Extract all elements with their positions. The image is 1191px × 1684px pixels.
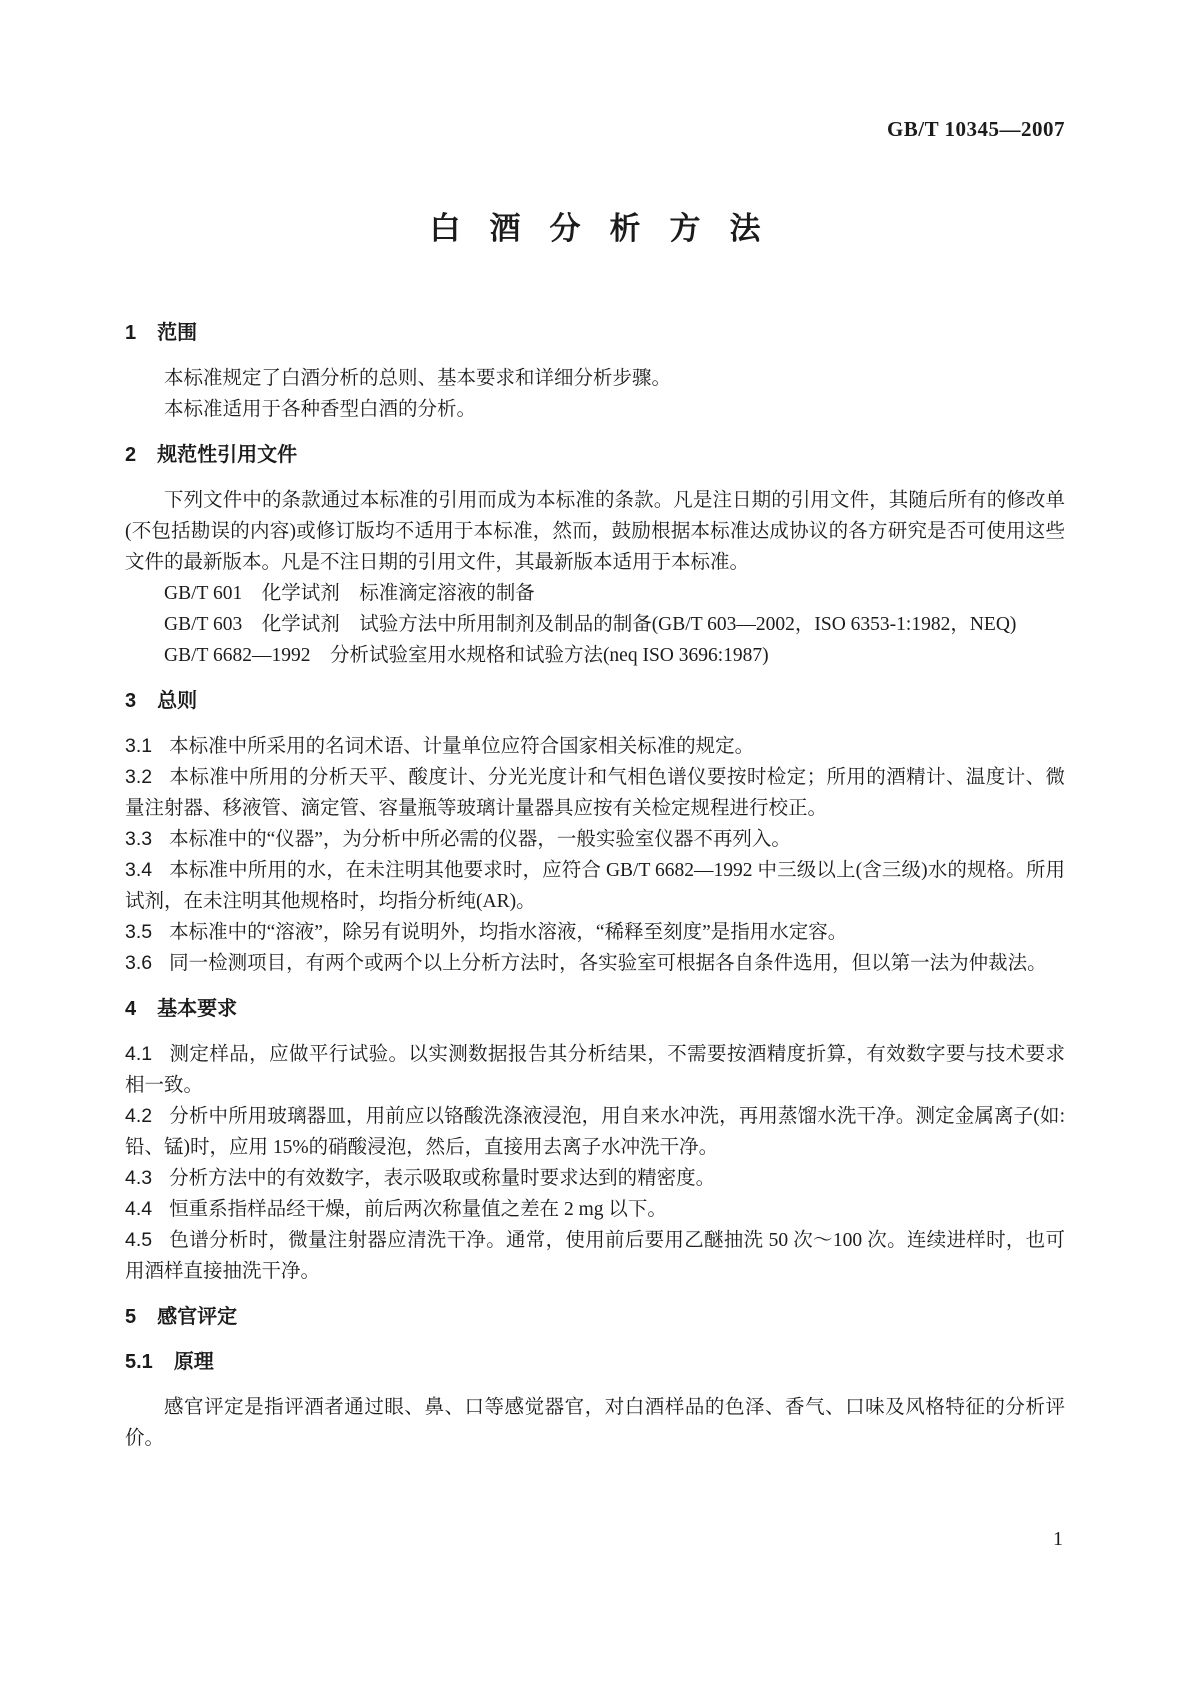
section-1-number: 1 [125,322,137,344]
clause-number: 4.1 [125,1043,153,1065]
section-2-paragraph-1: 下列文件中的条款通过本标准的引用而成为本标准的条款。凡是注日期的引用文件，其随后所有的修改单(不包括勘误的内容)或修订版均不适用于本标准，然而，鼓励根据本标准达成协议的各方研究是否可使用这些文件的最新版本。凡是不注日期的引用文件，其最新版本适用于本标准。 [125,490,1065,573]
subsection-5-1-title: 原理 [173,1351,214,1373]
section-5-paragraph-1: 感官评定是指评酒者通过眼、鼻、口等感觉器官，对白酒样品的色泽、香气、口味及风格特征的分析评价。 [125,1397,1065,1449]
clause-text: 本标准中的“溶液”，除另有说明外，均指水溶液，“稀释至刻度”是指用水定容。 [169,922,848,943]
standard-number: GB/T 10345—2007 [886,117,1065,141]
clause-4-5 [125,1225,1065,1287]
section-5-number: 5 [125,1306,137,1328]
section-5-heading [125,1302,1065,1332]
clause-3-1 [125,731,1065,762]
clause-number: 3.4 [125,859,153,881]
clause-number: 4.2 [125,1105,153,1127]
section-4-title: 基本要求 [157,998,238,1020]
clause-4-2 [125,1101,1065,1163]
clause-3-6 [125,948,1065,979]
clause-number: 3.1 [125,735,153,757]
clause-text: 色谱分析时，微量注射器应清洗干净。通常，使用前后要用乙醚抽洗 50 次～100 次。连续进样时，也可用酒样直接抽洗干净。 [125,1230,1065,1282]
clause-number: 4.3 [125,1167,153,1189]
section-1-title: 范围 [157,322,198,344]
clause-number: 3.2 [125,766,153,788]
reference-entry: GB/T 6682—1992 分析试验室用水规格和试验方法(neq ISO 3696:1987) [164,645,769,666]
subsection-5-1-heading [125,1347,1065,1377]
section-2-title: 规范性引用文件 [157,444,298,466]
section-1-heading [125,318,1065,348]
clause-text: 测定样品，应做平行试验。以实测数据报告其分析结果，不需要按酒精度折算，有效数字要与技术要求相一致。 [125,1044,1065,1096]
clause-text: 分析中所用玻璃器皿，用前应以铬酸洗涤液浸泡，用自来水冲洗，再用蒸馏水洗干净。测定金属离子(如:铅、锰)时，应用 15%的硝酸浸泡，然后，直接用去离子水冲洗干净。 [125,1106,1065,1158]
clause-text: 本标准中所用的分析天平、酸度计、分光光度计和气相色谱仪要按时检定；所用的酒精计、温度计、微量注射器、移液管、滴定管、容量瓶等玻璃计量器具应按有关检定规程进行校正。 [125,767,1065,819]
clause-4-3 [125,1163,1065,1194]
section-5-title: 感官评定 [157,1306,238,1328]
clause-number: 3.5 [125,921,153,943]
section-4-heading [125,994,1065,1024]
clause-number: 3.6 [125,952,153,974]
clause-4-1 [125,1039,1065,1101]
clause-number: 4.4 [125,1198,153,1220]
reference-entry: GB/T 603 化学试剂 试验方法中所用制剂及制品的制备(GB/T 603—2002，ISO 6353-1:1982，NEQ) [164,614,1017,635]
clause-3-5 [125,917,1065,948]
clause-text: 分析方法中的有效数字，表示吸取或称量时要求达到的精密度。 [169,1168,716,1189]
section-3-title: 总则 [157,690,198,712]
section-3-heading [125,686,1065,716]
clause-3-4 [125,855,1065,917]
reference-entry: GB/T 601 化学试剂 标准滴定溶液的制备 [164,583,535,604]
clause-text: 同一检测项目，有两个或两个以上分析方法时，各实验室可根据各自条件选用，但以第一法为仲裁法。 [169,953,1047,974]
clause-text: 恒重系指样品经干燥，前后两次称量值之差在 2 mg 以下。 [169,1199,667,1220]
clause-4-4 [125,1194,1065,1225]
subsection-5-1-number: 5.1 [125,1351,153,1373]
section-4-number: 4 [125,998,137,1020]
clause-text: 本标准中的“仪器”，为分析中所必需的仪器，一般实验室仪器不再列入。 [169,829,791,850]
clause-3-3 [125,824,1065,855]
clause-text: 本标准中所用的水，在未注明其他要求时，应符合 GB/T 6682—1992 中三级以上(含三级)水的规格。所用试剂，在未注明其他规格时，均指分析纯(AR)。 [125,860,1065,912]
clause-text: 本标准中所采用的名词术语、计量单位应符合国家相关标准的规定。 [169,736,755,757]
section-2-number: 2 [125,444,137,466]
clause-number: 4.5 [125,1229,153,1251]
clause-3-2 [125,762,1065,824]
page-content [125,0,1065,1454]
clause-number: 3.3 [125,828,153,850]
section-2-heading [125,440,1065,470]
document-title: 白酒分析方法 [429,211,790,246]
section-1-paragraph-2: 本标准适用于各种香型白酒的分析。 [164,399,477,420]
section-1-paragraph-1: 本标准规定了白酒分析的总则、基本要求和详细分析步骤。 [164,368,672,389]
page-number: 1 [1053,1528,1063,1550]
section-3-number: 3 [125,690,137,712]
